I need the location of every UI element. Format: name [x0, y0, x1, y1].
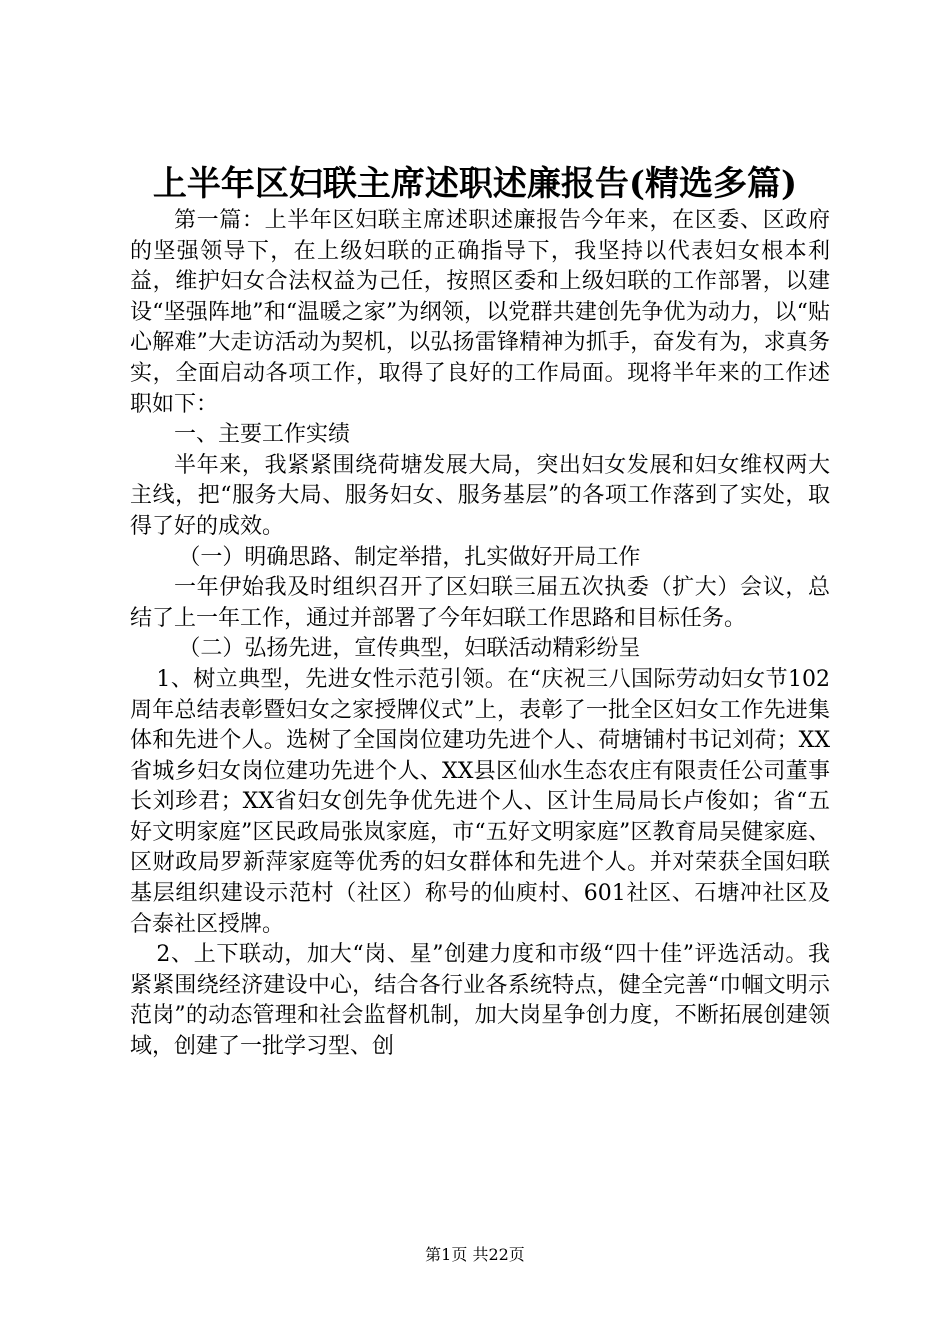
- document-title: 上半年区妇联主席述职述廉报告(精选多篇): [152, 164, 798, 204]
- paragraph-item-1: 1、树立典型，先进女性示范引领。在“庆祝三八国际劳动妇女节102周年总结表彰暨妇女之家授牌仪式”上，表彰了一批全区妇女工作先进集体和先进个人。选树了全国岗位建功先进个人、荷塘铺村书记刘荷；XX省城乡妇女岗位建功先进个人、XX县区仙水生态农庄有限责任公司董事长刘珍君；XX省妇女创先争优先进个人、区计生局局长卢俊如；省“五好文明家庭”区民政局张岚家庭，市“五好文明家庭”区教育局吴健家庭、区财政局罗新萍家庭等优秀的妇女群体和先进个人。并对荣获全国妇联基层组织建设示范村（社区）称号的仙庾村、601社区、石塘冲社区及合泰社区授牌。: [130, 666, 830, 937]
- page-footer: 第1页 共22页: [425, 1245, 525, 1264]
- heading-main-achievements: 一、主要工作实绩: [174, 422, 351, 448]
- paragraph-half-year: 半年来，我紧紧围绕荷塘发展大局，突出妇女发展和妇女维权两大主线，把“服务大局、服务妇女、服务基层”的各项工作落到了实处，取得了好的成效。: [130, 452, 830, 539]
- paragraph-item-2: 2、上下联动，加大“岗、星”创建力度和市级“四十佳”评选活动。我紧紧围绕经济建设中心，结合各行业各系统特点，健全完善“巾帼文明示范岗”的动态管理和社会监督机制，加大岗星争创力度，不断拓展创建领域，创建了一批学习型、创: [130, 942, 830, 1060]
- subheading-one: （一）明确思路、制定举措，扎实做好开局工作: [178, 544, 641, 570]
- subheading-two: （二）弘扬先进，宣传典型，妇联活动精彩纷呈: [178, 636, 641, 662]
- paragraph-intro: 第一篇：上半年区妇联主席述职述廉报告今年来，在区委、区政府的坚强领导下，在上级妇联的正确指导下，我坚持以代表妇女根本利益，维护妇女合法权益为己任，按照区委和上级妇联的工作部署，以建设“坚强阵地”和“温暖之家”为纲领，以党群共建创先争优为动力，以“贴心解难”大走访活动为契机，以弘扬雷锋精神为抓手，奋发有为，求真务实，全面启动各项工作，取得了良好的工作局面。现将半年来的工作述职如下：: [130, 208, 830, 417]
- document-body: [130, 206, 830, 1063]
- paragraph-opening-work: 一年伊始我及时组织召开了区妇联三届五次执委（扩大）会议，总结了上一年工作，通过并部署了今年妇联工作思路和目标任务。: [130, 575, 830, 631]
